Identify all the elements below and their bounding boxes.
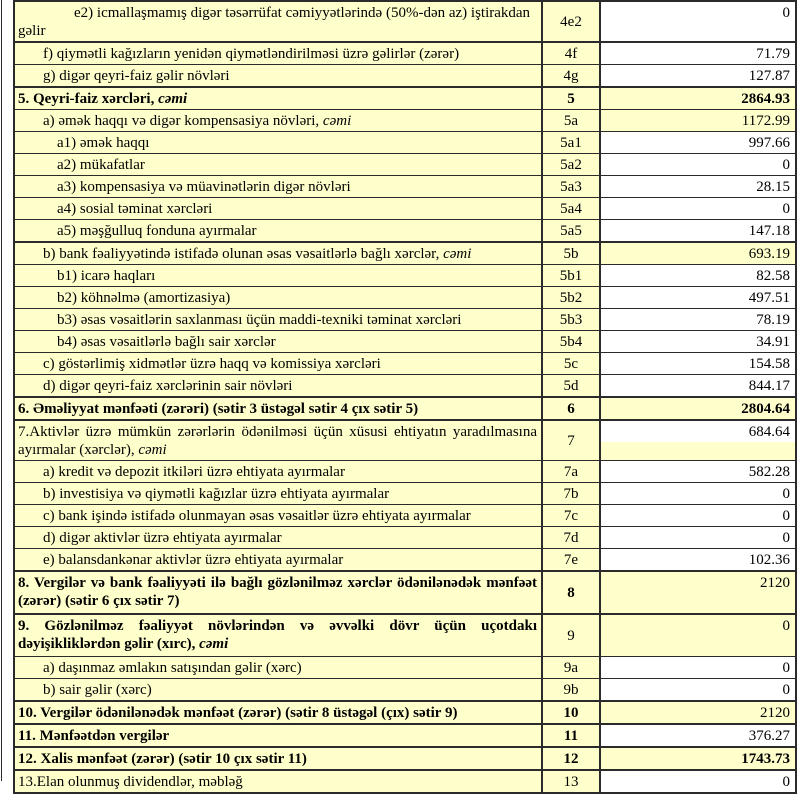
row-code: 9b: [541, 679, 601, 700]
row-code: 7d: [541, 527, 601, 548]
table-row: [15, 723, 795, 746]
row-label-text: a5) məşğulluq fonduna ayırmalar: [57, 223, 257, 239]
page-left-border-line: [1, 0, 2, 781]
table-row: [15, 570, 795, 613]
table-row: [15, 504, 795, 526]
row-label-text: 9. Gözlənilməz fəaliyyət növlərindən və əvvəlki dövr üçün uçotdakı dəyişikliklərdən gəlir (xırc),: [18, 618, 537, 652]
row-label-text: f) qiymətli kağızların yenidən qiymətləndirilməsi üzrə gəlirlər (zərər): [43, 46, 460, 62]
row-code: 5a5: [541, 220, 601, 241]
row-label: [15, 2, 541, 41]
table-row: [15, 700, 795, 723]
row-label-text: b) investisiya və qiymətli kağızlar üzrə ehtiyata ayırmalar: [43, 486, 390, 502]
row-code: 5a2: [541, 154, 601, 175]
table-row: [15, 197, 795, 219]
row-label: [15, 725, 541, 746]
row-label: [15, 702, 541, 723]
row-label: [15, 176, 541, 197]
row-value: 684.64: [601, 421, 795, 460]
row-value: 582.28: [601, 461, 795, 482]
row-value: 28.15: [601, 176, 795, 197]
row-value: 2120: [601, 572, 795, 613]
table-row: [15, 109, 795, 131]
table-row: [15, 286, 795, 308]
row-label-text: a1) əmək haqqı: [57, 135, 150, 151]
row-code: 5a4: [541, 198, 601, 219]
row-label-text: b) bank fəaliyyətində istifadə olunan əsas vəsaitlərlə bağlı xərclər,: [43, 246, 444, 262]
row-value: 844.17: [601, 375, 795, 396]
row-value: 127.87: [601, 65, 795, 86]
row-code: 9a: [541, 657, 601, 678]
table-row: [15, 219, 795, 241]
table-row: [15, 374, 795, 396]
row-label: [15, 88, 541, 109]
table-row: [15, 482, 795, 504]
row-value: 1172.99: [601, 110, 795, 131]
row-label-text: e) balansdankənar aktivlər üzrə ehtiyata ayırmalar: [43, 552, 344, 568]
table-row: [15, 746, 795, 769]
row-label-italic-text: cəmi: [199, 636, 229, 652]
row-value: 102.36: [601, 549, 795, 570]
row-label-italic-text: cəmi: [138, 442, 167, 458]
row-code: 5a3: [541, 176, 601, 197]
row-code: 7e: [541, 549, 601, 570]
row-label: [15, 243, 541, 264]
row-label-text: b1) icarə haqları: [57, 268, 156, 284]
row-label-text: 10. Vergilər ödənilənədək mənfəət (zərər) (sətir 8 üstəgəl (çıx) sətir 9): [18, 705, 458, 721]
row-label: [15, 375, 541, 396]
row-code: 7a: [541, 461, 601, 482]
row-label: [15, 43, 541, 64]
row-value: 0: [601, 2, 795, 41]
row-label: [15, 572, 541, 613]
row-label-text: d) digər aktivlər üzrə ehtiyata ayırmalar: [43, 530, 282, 546]
row-value: 2864.93: [601, 88, 795, 109]
row-label-text: b2) köhnəlmə (amortizasiya): [57, 290, 231, 306]
row-label-text: 6. Əməliyyat mənfəəti (zərəri) (sətir 3 üstəgəl sətir 4 çıx sətir 5): [18, 401, 419, 417]
row-value: 0: [601, 771, 795, 792]
row-label: [15, 398, 541, 419]
row-value: 1743.73: [601, 748, 795, 769]
row-value: 2804.64: [601, 398, 795, 419]
row-label: [15, 615, 541, 656]
row-label-text: 8. Vergilər və bank fəaliyyəti ilə bağlı gözlənilməz xərclər ödənilənədək mənfəət (zərər) (sətir 6 çıx sətir 7): [18, 575, 537, 609]
row-label: [15, 549, 541, 570]
row-value: 82.58: [601, 265, 795, 286]
row-code: 5b3: [541, 309, 601, 330]
row-code: 4e2: [541, 2, 601, 41]
row-label-text: 12. Xalis mənfəət (zərər) (sətir 10 çıx sətir 11): [18, 751, 307, 767]
row-label: [15, 309, 541, 330]
row-label: [15, 748, 541, 769]
table-row: [15, 419, 795, 460]
row-code: 7: [541, 421, 601, 460]
table-row: [15, 241, 795, 264]
row-code: 5b4: [541, 331, 601, 352]
row-label-text: 5. Qeyri-faiz xərcləri,: [18, 91, 159, 107]
table-row: [15, 153, 795, 175]
row-label-italic-text: cəmi: [443, 246, 472, 262]
row-value: 376.27: [601, 725, 795, 746]
row-label-text: g) digər qeyri-faiz gəlir növləri: [43, 68, 230, 84]
row-value: 0: [601, 615, 795, 656]
row-label-text: 13.Elan olunmuş dividendlər, məbləğ: [18, 774, 243, 790]
row-code: 7c: [541, 505, 601, 526]
row-value: 34.91: [601, 331, 795, 352]
row-code: 5b2: [541, 287, 601, 308]
row-value: 997.66: [601, 132, 795, 153]
row-value: 693.19: [601, 243, 795, 264]
row-label: [15, 505, 541, 526]
row-label-text: a3) kompensasiya və müavinətlərin digər növləri: [57, 179, 351, 195]
row-label: [15, 220, 541, 241]
row-code: 12: [541, 748, 601, 769]
row-label: [15, 679, 541, 700]
table-row: [15, 264, 795, 286]
row-label: [15, 483, 541, 504]
row-code: 5c: [541, 353, 601, 374]
table-row: [15, 131, 795, 153]
row-code: 6: [541, 398, 601, 419]
table-row: [15, 86, 795, 109]
table-row: [15, 41, 795, 64]
row-code: 5: [541, 88, 601, 109]
row-value: 147.18: [601, 220, 795, 241]
row-label-text: c) bank işində istifadə olunmayan əsas vəsaitlər üzrə ehtiyata ayırmalar: [43, 508, 471, 524]
table-row: [15, 352, 795, 374]
row-label: [15, 353, 541, 374]
table-row: [15, 678, 795, 700]
row-code: 9: [541, 615, 601, 656]
row-label: [15, 287, 541, 308]
row-label-text: b4) əsas vəsaitlərlə bağlı sair xərclər: [57, 334, 276, 350]
row-value: 71.79: [601, 43, 795, 64]
row-label-text: 11. Mənfəətdən vergilər: [18, 728, 170, 744]
row-label: [15, 771, 541, 792]
row-label: [15, 65, 541, 86]
row-code: 5a1: [541, 132, 601, 153]
row-label-text: a4) sosial təminat xərcləri: [57, 201, 213, 217]
table-row: [15, 2, 795, 41]
row-label: [15, 657, 541, 678]
row-label-text: 7.Aktivlər üzrə mümkün zərərlərin ödənilməsi üçün xüsusi ehtiyatın yaradılmasına ayırmalar (xərclər),: [18, 424, 537, 458]
table-row: [15, 613, 795, 656]
row-label: [15, 198, 541, 219]
row-value: 0: [601, 198, 795, 219]
financial-report-table: [13, 0, 797, 794]
row-label-text: a) kredit və depozit itkiləri üzrə ehtiyata ayırmalar: [43, 464, 345, 480]
table-row: [15, 548, 795, 570]
row-code: 7b: [541, 483, 601, 504]
row-label-text: a) əmək haqqı və digər kompensasiya növləri,: [43, 113, 323, 129]
table-row: [15, 308, 795, 330]
table-row: [15, 460, 795, 482]
row-label-text: b) sair gəlir (xərc): [43, 682, 152, 698]
row-label-text: c) göstərlimiş xidmətlər üzrə haqq və komissiya xərcləri: [43, 356, 381, 372]
row-code: 8: [541, 572, 601, 613]
row-label-italic-text: cəmi: [322, 113, 352, 129]
row-label: [15, 331, 541, 352]
row-label: [15, 421, 541, 460]
row-code: 13: [541, 771, 601, 792]
table-row: [15, 656, 795, 678]
row-label-text: b3) əsas vəsaitlərin saxlanması üçün maddi-texniki təminat xərcləri: [57, 312, 462, 328]
row-value: 0: [601, 527, 795, 548]
row-value: 497.51: [601, 287, 795, 308]
table-row: [15, 769, 795, 792]
row-label: [15, 265, 541, 286]
row-value: 2120: [601, 702, 795, 723]
row-code: 11: [541, 725, 601, 746]
row-label-text: d) digər qeyri-faiz xərclərinin sair növləri: [43, 378, 293, 394]
table-row: [15, 175, 795, 197]
row-value: 0: [601, 679, 795, 700]
row-label: [15, 461, 541, 482]
row-label: [15, 132, 541, 153]
row-label-italic-text: cəmi: [158, 91, 188, 107]
row-code: 4g: [541, 65, 601, 86]
row-code: 5a: [541, 110, 601, 131]
row-value: 78.19: [601, 309, 795, 330]
row-value: 0: [601, 657, 795, 678]
row-label-text: a2) mükafatlar: [57, 157, 145, 173]
row-label-text: e2) icmallaşmamış digər təsərrüfat cəmiyyətlərində (50%-dən az) iştirakdan gəlir: [18, 5, 531, 39]
row-label: [15, 110, 541, 131]
row-label: [15, 154, 541, 175]
row-value: 0: [601, 483, 795, 504]
table-row: [15, 64, 795, 86]
row-code: 5d: [541, 375, 601, 396]
row-value: 154.58: [601, 353, 795, 374]
row-value: 0: [601, 154, 795, 175]
row-label-text: a) daşınmaz əmlakın satışından gəlir (xərc): [43, 660, 302, 676]
row-value: 0: [601, 505, 795, 526]
table-row: [15, 396, 795, 419]
table-row: [15, 526, 795, 548]
table-row: [15, 330, 795, 352]
row-code: 10: [541, 702, 601, 723]
row-code: 5b: [541, 243, 601, 264]
row-code: 5b1: [541, 265, 601, 286]
row-code: 4f: [541, 43, 601, 64]
row-label: [15, 527, 541, 548]
